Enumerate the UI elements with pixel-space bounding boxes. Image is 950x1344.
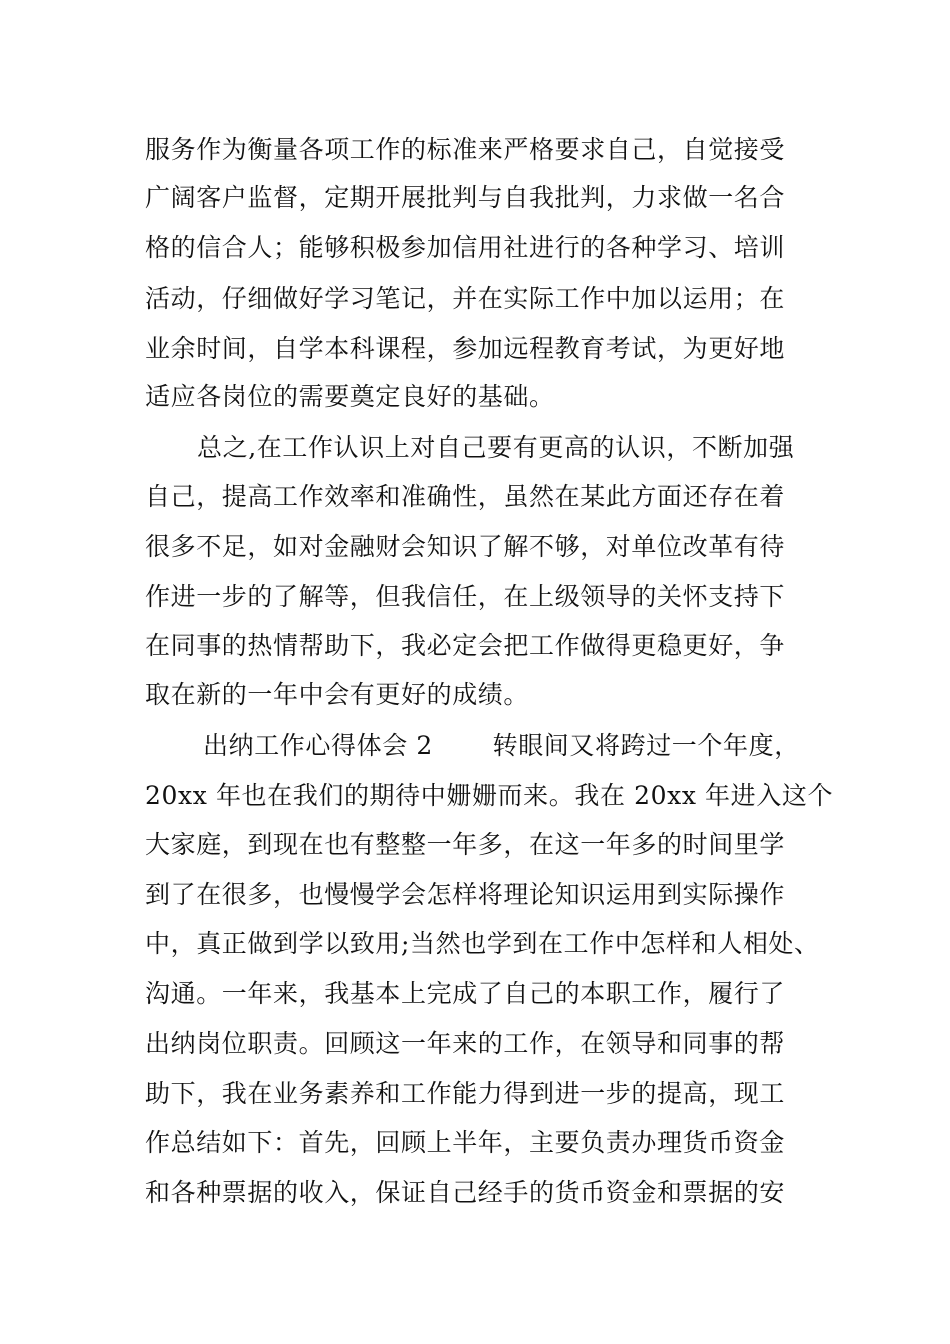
text-line: 20xx 年也在我们的期待中姗姗而来。我在 20xx 年进入这个 xyxy=(145,781,834,810)
text-line: 出纳岗位职责。回顾这一年来的工作，在领导和同事的帮 xyxy=(145,1029,786,1058)
text-line: 中，真正做到学以致用;当然也学到在工作中怎样和人相处、 xyxy=(145,929,820,958)
text-line: 自己，提高工作效率和准确性，虽然在某此方面还存在着 xyxy=(145,482,786,511)
section-heading-line: 出纳工作心得体会 2 转眼间又将跨过一个年度， xyxy=(203,731,800,760)
text-line: 取在新的一年中会有更好的成绩。 xyxy=(145,680,530,709)
text-line: 沟通。一年来，我基本上完成了自己的本职工作，履行了 xyxy=(145,979,786,1008)
text-line: 在同事的热情帮助下，我必定会把工作做得更稳更好，争 xyxy=(145,631,786,660)
text-line: 服务作为衡量各项工作的标准来严格要求自己，自觉接受 xyxy=(145,135,786,164)
text-line: 到了在很多，也慢慢学会怎样将理论知识运用到实际操作 xyxy=(145,880,786,909)
text-line: 业余时间，自学本科课程，参加远程教育考试，为更好地 xyxy=(145,334,786,363)
text-line: 作总结如下：首先，回顾上半年，主要负责办理货币资金 xyxy=(145,1128,786,1157)
text-line: 很多不足，如对金融财会知识了解不够，对单位改革有待 xyxy=(145,532,786,561)
text-line: 助下，我在业务素养和工作能力得到进一步的提高，现工 xyxy=(145,1079,786,1108)
text-line: 适应各岗位的需要奠定良好的基础。 xyxy=(145,382,555,411)
paragraph-start-line: 总之,在工作认识上对自己要有更高的认识，不断加强 xyxy=(197,433,795,462)
text-line: 广阔客户监督，定期开展批判与自我批判，力求做一名合 xyxy=(145,183,786,212)
text-line: 格的信合人；能够积极参加信用社进行的各种学习、培训 xyxy=(145,233,786,262)
text-line: 大家庭，到现在也有整整一年多，在这一年多的时间里学 xyxy=(145,830,786,859)
text-line: 作进一步的了解等，但我信任，在上级领导的关怀支持下 xyxy=(145,582,786,611)
text-line: 和各种票据的收入，保证自己经手的货币资金和票据的安 xyxy=(145,1178,786,1207)
text-line: 活动，仔细做好学习笔记，并在实际工作中加以运用；在 xyxy=(145,284,786,313)
